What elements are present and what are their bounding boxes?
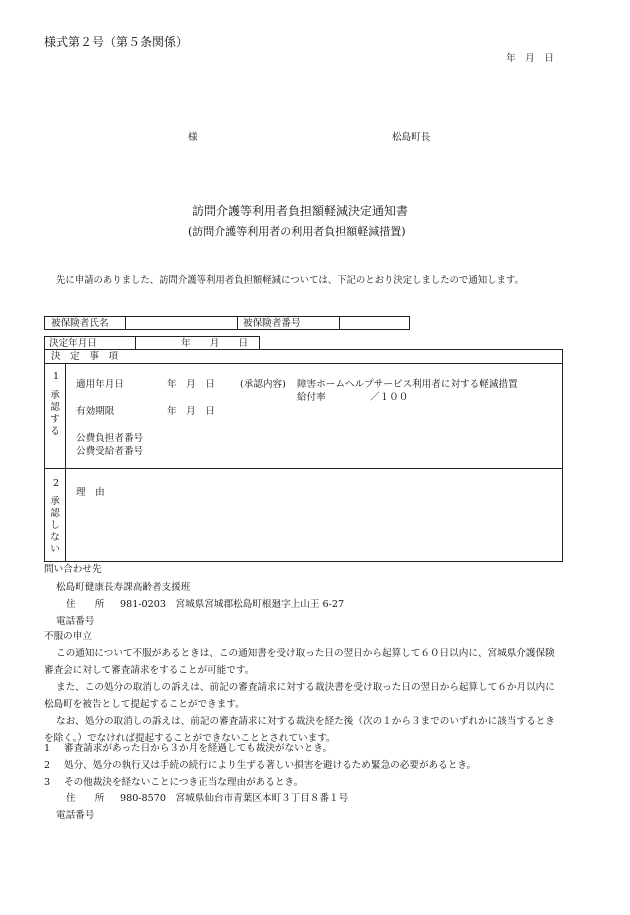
decision-table [44, 349, 563, 562]
reason-label: 理 由 [76, 487, 105, 498]
contact-address-label: 住 所 [66, 599, 105, 610]
insured-name-label: 被保険者氏名 [51, 318, 109, 329]
insured-number-label: 被保険者番号 [243, 318, 301, 329]
reject-number: 2 [53, 478, 60, 489]
appeal-item-1-number: 1 [44, 743, 51, 754]
appeal-address-label: 住 所 [66, 793, 105, 804]
approve-vertical-label: 承 認 す る [50, 390, 60, 437]
approval-content-label: (承認内容) [240, 379, 286, 390]
form-number: 様式第２号（第５条関係） [44, 35, 189, 49]
appeal-item-3-text: その他裁決を経ないことにつき正当な理由があるとき。 [64, 777, 304, 788]
intro-text: 先に申請のありました、訪問介護等利用者負担額軽減については、下記のとおり決定しましたので通知します。 [56, 275, 524, 286]
insured-number-field[interactable] [343, 318, 405, 328]
apply-date-value: 年 月 日 [167, 379, 215, 390]
appeal-item-2-text: 処分、処分の執行又は手続の続行により生ずる著しい損害を避けるため緊急の必要があるとき。 [64, 760, 477, 771]
appeal-paragraph-2: また、この処分の取消しの訴えは、前記の審査請求に対する裁決書を受け取った日の翌日から起算して６か月以内に松島町を被告として提起することができます。 [44, 682, 555, 710]
document-subtitle: (訪問介護等利用者の利用者負担額軽減措置) [188, 225, 406, 238]
approve-number: 1 [53, 371, 60, 382]
contact-office: 松島町健康長寿課高齢者支援班 [56, 582, 191, 593]
appeal-item-2-number: 2 [44, 760, 51, 771]
valid-period-value: 年 月 日 [167, 406, 215, 417]
appeal-item-3-number: 3 [44, 777, 51, 788]
decision-date-row [44, 336, 260, 350]
insured-name-field[interactable] [129, 318, 235, 328]
approval-content-value: 障害ホームヘルプサービス利用者に対する軽減措置 [297, 379, 518, 390]
appeal-heading: 不服の申立 [44, 631, 92, 642]
appeal-paragraph-3: なお、処分の取消しの訴えは、前記の審査請求に対する裁決を経た後（次の１から３までのいずれかに該当するときを除く。）でなければ提起することができないこととされています。 [44, 716, 555, 744]
appeal-address-value: 980-8570 宮城県仙台市青葉区本町３丁目８番１号 [120, 793, 349, 804]
public-recipient-number-label: 公費受給者番号 [76, 446, 144, 457]
decision-date-label: 決定年月日 [49, 338, 97, 349]
public-payer-number-label: 公費負担者番号 [76, 433, 144, 444]
valid-period-label: 有効期限 [76, 406, 115, 417]
appeal-paragraph-1: この通知について不服があるときは、この通知書を受け取った日の翌日から起算して６０日以内に、宮城県介護保険審査会に対して審査請求をすることが可能です。 [44, 648, 555, 676]
reject-vertical-label: 承 認 し な い [50, 496, 60, 555]
appeal-item-1-text: 審査請求があった日から３か月を経過しても裁決がないとき。 [64, 743, 333, 754]
contact-address-value: 981-0203 宮城県宮城郡松島町根廻字上山王 6-27 [120, 599, 345, 610]
apply-date-label: 適用年月日 [76, 379, 124, 390]
decision-items-label: 決 定 事 項 [51, 351, 119, 362]
issuer: 松島町長 [392, 132, 431, 143]
document-title: 訪問介護等利用者負担額軽減決定通知書 [192, 204, 409, 218]
contact-heading: 問い合わせ先 [44, 564, 102, 575]
appeal-phone-label: 電話番号 [56, 810, 95, 821]
date-line: 年 月 日 [506, 53, 554, 64]
benefit-rate-value: ／１００ [370, 392, 409, 403]
addressee-suffix: 様 [188, 132, 198, 143]
decision-date-value: 年 月 日 [181, 338, 249, 349]
insured-table [44, 316, 410, 330]
contact-phone-label: 電話番号 [56, 616, 95, 627]
benefit-rate-label: 給付率 [297, 392, 326, 403]
